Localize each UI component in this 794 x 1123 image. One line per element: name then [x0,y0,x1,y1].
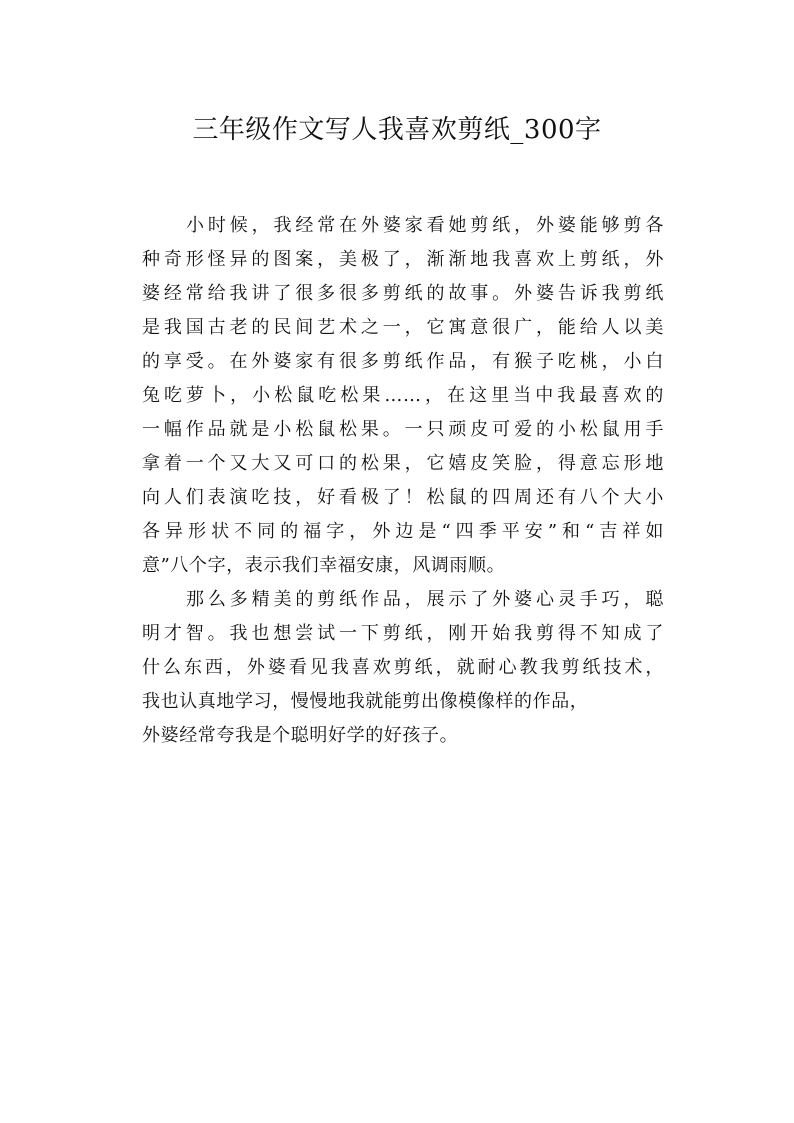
paragraph-1-line-11: 意”八个字，表示我们幸福安康，风调雨顺。 [142,555,506,576]
paragraph-2-line-2: 明才智。我也想尝试一下剪纸，刚开始我剪得不知成了 [142,623,664,644]
paragraph-1-line-4: 是我国古老的民间艺术之一，它寓意很广，能给人以美 [142,317,664,338]
paragraph-1-line-6: 兔吃萝卜，小松鼠吃松果……，在这里当中我最喜欢的 [142,385,664,406]
paragraph-1-line-2: 种奇形怪异的图案，美极了，渐渐地我喜欢上剪纸，外 [142,249,664,270]
paragraph-1-line-10: 各异形状不同的福字，外边是“四季平安”和“吉祥如 [142,521,664,542]
paragraph-2-line-5: 外婆经常夸我是个聪明好学的好孩子。 [142,725,459,746]
paragraph-1-line-5: 的享受。在外婆家有很多剪纸作品，有猴子吃桃，小白 [142,351,664,372]
paragraph-2-line-3: 什么东西，外婆看见我喜欢剪纸，就耐心教我剪纸技术， [142,657,664,678]
paragraph-1-line-7: 一幅作品就是小松鼠松果。一只顽皮可爱的小松鼠用手 [142,419,664,440]
paragraph-1-line-1: 小时候，我经常在外婆家看她剪纸，外婆能够剪各 [186,215,664,236]
paragraph-2-line-4: 我也认真地学习，慢慢地我就能剪出像模像样的作品， [142,691,589,712]
document-title: 三年级作文写人我喜欢剪纸_300字 [192,115,602,145]
paragraph-1-line-3: 婆经常给我讲了很多很多剪纸的故事。外婆告诉我剪纸 [142,283,664,304]
paragraph-1-line-8: 拿着一个又大又可口的松果，它嬉皮笑脸，得意忘形地 [142,453,664,474]
essay-body [142,209,664,753]
paragraph-2-line-1: 那么多精美的剪纸作品，展示了外婆心灵手巧，聪 [186,589,664,610]
paragraph-1-line-9: 向人们表演吃技，好看极了！松鼠的四周还有八个大小 [142,487,664,508]
